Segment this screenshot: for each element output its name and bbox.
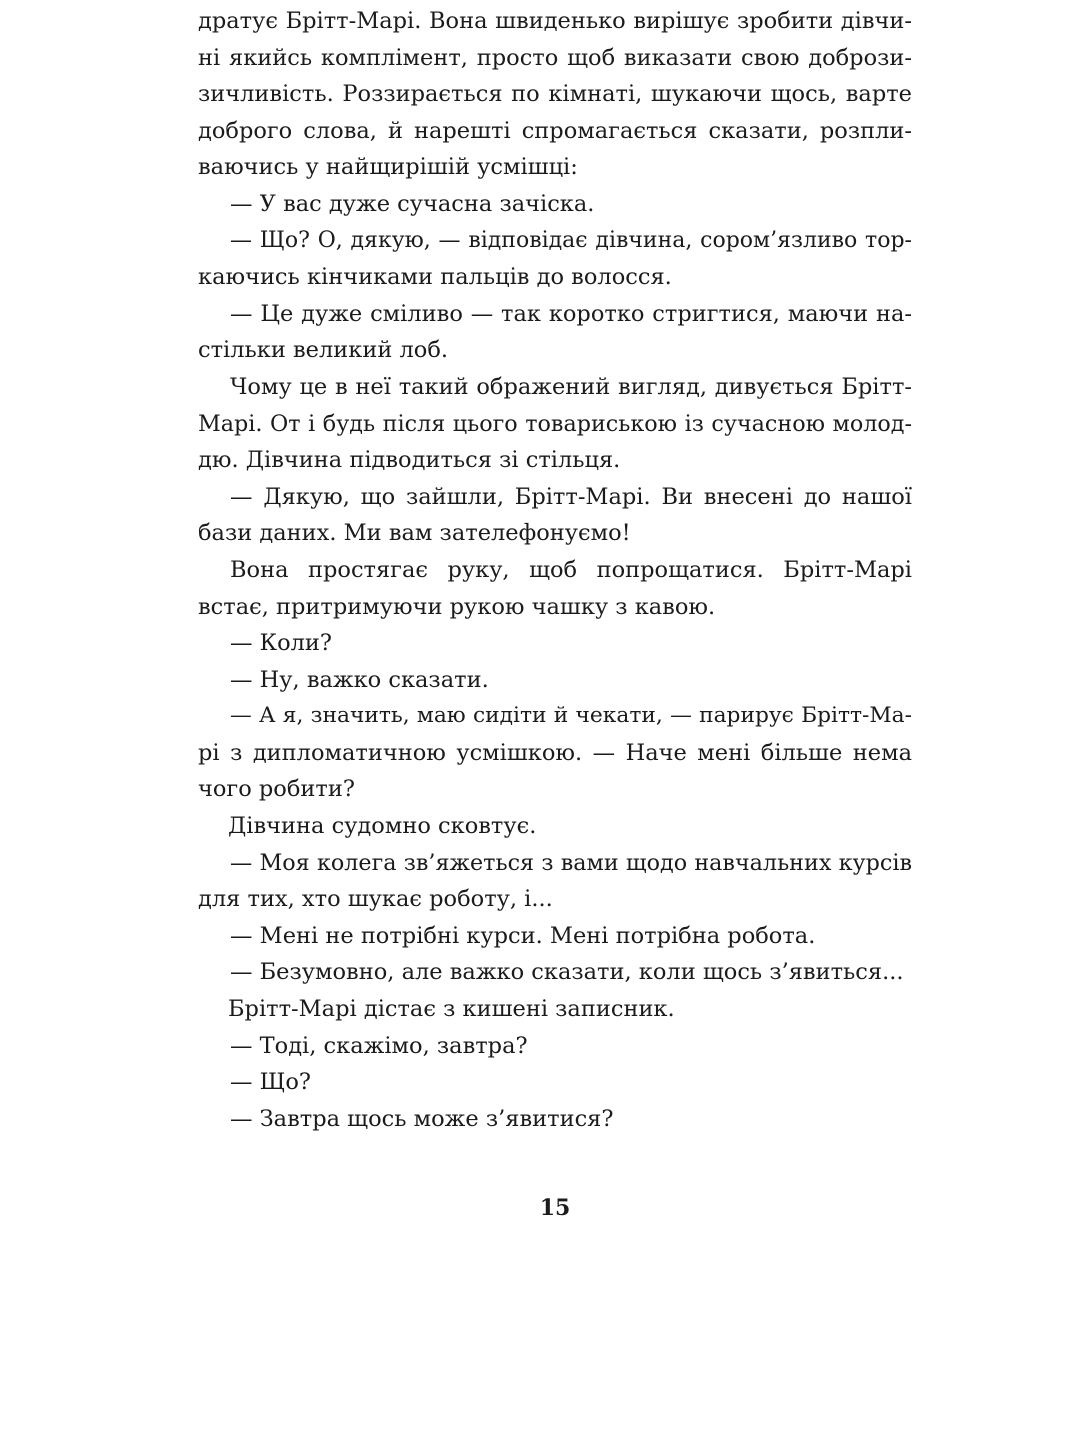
dialogue-line: — Ну, важко сказати. <box>230 666 489 693</box>
page-number: 15 <box>539 1195 571 1221</box>
text-line: для тих, хто шукає роботу, і... <box>198 886 553 913</box>
dialogue-line: — Безумовно, але важко сказати, коли щось з’явиться... <box>230 959 904 986</box>
text-line: каючись кінчиками пальців до волосся. <box>198 264 672 291</box>
text-line: дю. Дівчина підводиться зі стільця. <box>198 447 621 474</box>
paragraph-line: Вона простягає руку, щоб попрощатися. Брітт-Марі <box>230 556 912 583</box>
text-line: бази даних. Ми вам зателефонуємо! <box>198 520 631 547</box>
dialogue-line: — Що? О, дякую, — відповідає дівчина, сором’язливо тор- <box>230 227 912 253</box>
text-line: стільки великий лоб. <box>198 337 449 364</box>
text-line: дратує Брітт-Марі. Вона швиденько вирішує зробити дівчи- <box>198 8 912 34</box>
text-line: Марі. От і будь після цього товариською із сучасною молод- <box>198 410 912 437</box>
text-line: встає, притримуючи рукою чашку з кавою. <box>198 593 716 620</box>
paragraph-line: Дівчина судомно сковтує. <box>228 813 537 840</box>
dialogue-line: — Тоді, скажімо, завтра? <box>230 1032 528 1059</box>
dialogue-line: — Мені не потрібні курси. Мені потрібна робота. <box>230 922 816 949</box>
text-line: ваючись у найщирішій усмішці: <box>198 154 578 181</box>
text-line: доброго слова, й нарешті спромагається сказати, розпли- <box>198 117 912 144</box>
dialogue-line: — Завтра щось може з’явитися? <box>230 1105 614 1132</box>
paragraph-line: Чому це в неї такий ображений вигляд, дивується Брітт- <box>230 373 912 400</box>
book-page <box>198 0 912 1440</box>
paragraph-line: Брітт-Марі дістає з кишені записник. <box>228 996 675 1023</box>
text-line: чого робити? <box>198 776 355 803</box>
dialogue-line: — А я, значить, маю сидіти й чекати, — парирує Брітт-Ма- <box>230 703 912 729</box>
dialogue-line: — У вас дуже сучасна зачіска. <box>230 190 595 217</box>
body-text <box>198 3 912 1137</box>
text-line: ні якийсь комплімент, просто щоб виказати свою добрози- <box>198 44 912 71</box>
dialogue-line: — Що? <box>230 1069 311 1096</box>
dialogue-line: — Дякую, що зайшли, Брітт-Марі. Ви внесені до нашої <box>230 483 912 510</box>
dialogue-line: — Це дуже сміливо — так коротко стригтися, маючи на- <box>230 300 912 327</box>
text-line: зичливість. Роззирається по кімнаті, шукаючи щось, варте <box>198 81 912 108</box>
text-line: рі з дипломатичною усмішкою. — Наче мені більше нема <box>198 739 912 766</box>
dialogue-line: — Моя колега зв’яжеться з вами щодо навчальних курсів <box>230 849 912 876</box>
dialogue-line: — Коли? <box>230 630 332 657</box>
